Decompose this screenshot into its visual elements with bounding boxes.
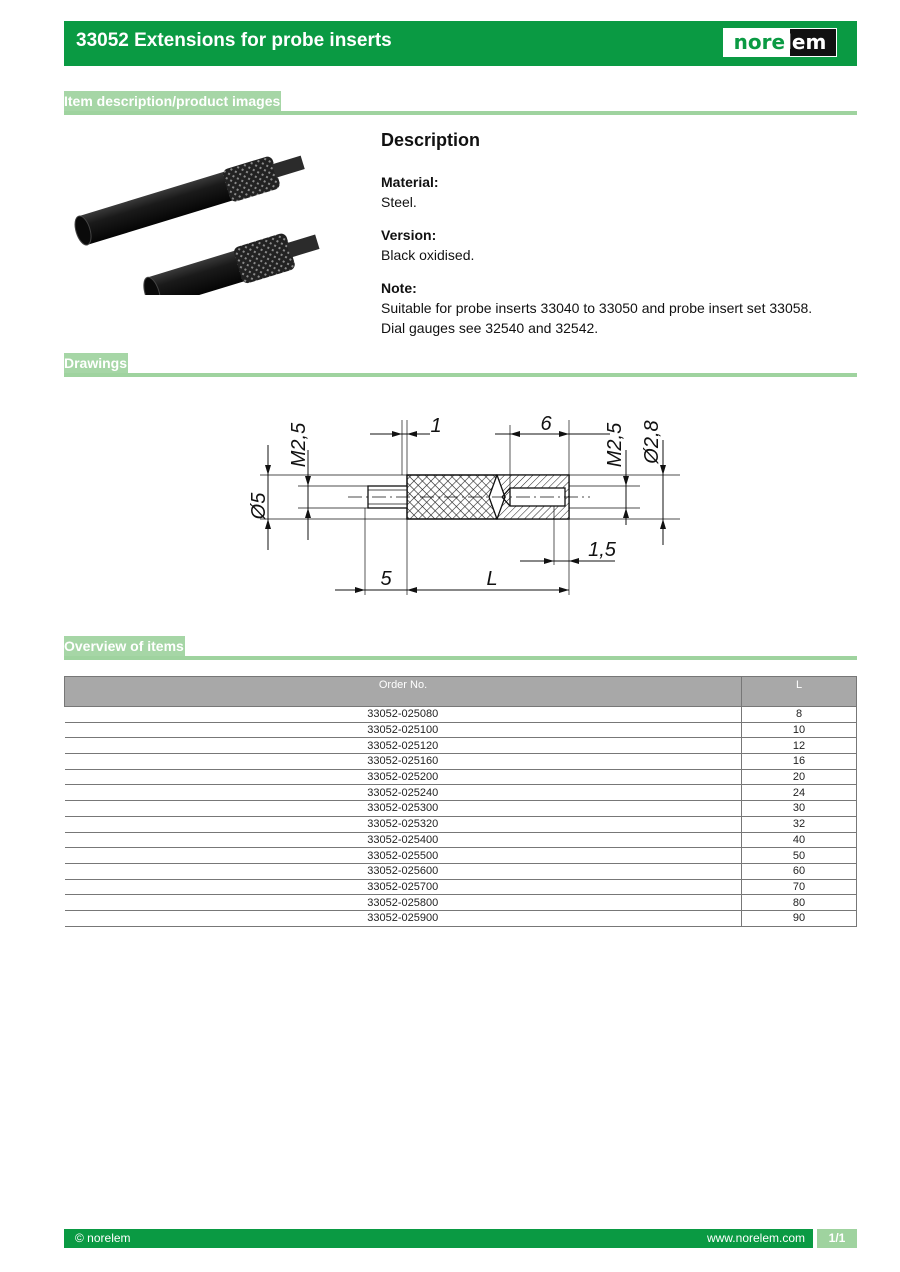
dim-6: 6 <box>540 413 552 435</box>
footer-copyright: © norelem <box>75 1231 131 1245</box>
product-image <box>64 123 327 295</box>
table-row <box>65 879 857 895</box>
table-row <box>65 801 857 817</box>
order-no-cell: 33052-025400 <box>65 832 742 848</box>
footer-bar <box>64 1229 857 1248</box>
table-row <box>65 707 857 723</box>
material-value: Steel. <box>381 194 417 210</box>
dim-L: L <box>486 568 498 590</box>
description-title: Description <box>381 130 481 150</box>
table-row <box>65 769 857 785</box>
table-row <box>65 848 857 864</box>
order-no-cell: 33052-025160 <box>65 754 742 770</box>
table-row <box>65 738 857 754</box>
length-cell: 40 <box>742 832 857 848</box>
column-header-l: L <box>742 677 857 707</box>
items-table <box>64 676 857 927</box>
table-row <box>65 910 857 926</box>
order-no-cell: 33052-025100 <box>65 722 742 738</box>
column-header-order-no: Order No. <box>65 677 742 707</box>
dim-d5: Ø5 <box>248 492 270 520</box>
table-body <box>65 707 857 927</box>
table-row <box>65 895 857 911</box>
table-row <box>65 832 857 848</box>
dim-1: 1 <box>430 415 442 437</box>
length-cell: 30 <box>742 801 857 817</box>
section-item-description <box>64 91 857 115</box>
length-cell: 16 <box>742 754 857 770</box>
version-label: Version: <box>381 227 437 243</box>
order-no-cell: 33052-025800 <box>65 895 742 911</box>
order-no-cell: 33052-025500 <box>65 848 742 864</box>
length-cell: 70 <box>742 879 857 895</box>
note-line-1: Suitable for probe inserts 33040 to 33050 and probe insert set 33058. <box>381 300 813 316</box>
table-row <box>65 816 857 832</box>
section-label: Item description/product images <box>64 93 281 109</box>
logo-text: norelem <box>733 30 827 54</box>
technical-drawing <box>240 400 690 610</box>
length-cell: 12 <box>742 738 857 754</box>
length-cell: 50 <box>742 848 857 864</box>
page-number: 1/1 <box>817 1229 857 1248</box>
table-header-row <box>65 677 857 707</box>
table-row <box>65 722 857 738</box>
version-value: Black oxidised. <box>381 247 475 263</box>
length-cell: 90 <box>742 910 857 926</box>
section-label: Drawings <box>64 355 128 371</box>
length-cell: 20 <box>742 769 857 785</box>
description-block <box>381 128 851 351</box>
length-cell: 24 <box>742 785 857 801</box>
norelem-logo <box>723 28 837 57</box>
section-label: Overview of items <box>64 638 184 654</box>
order-no-cell: 33052-025120 <box>65 738 742 754</box>
dim-1-5: 1,5 <box>588 539 616 561</box>
footer-url[interactable]: www.norelem.com <box>706 1231 805 1245</box>
length-cell: 8 <box>742 707 857 723</box>
table-row <box>65 863 857 879</box>
table-row <box>65 785 857 801</box>
length-cell: 32 <box>742 816 857 832</box>
section-overview <box>64 636 857 660</box>
page-title: 33052 Extensions for probe inserts <box>76 30 392 51</box>
order-no-cell: 33052-025900 <box>65 910 742 926</box>
header-bar <box>64 21 857 66</box>
material-label: Material: <box>381 174 439 190</box>
dim-5: 5 <box>380 568 392 590</box>
order-no-cell: 33052-025320 <box>65 816 742 832</box>
note-label: Note: <box>381 280 417 296</box>
order-no-cell: 33052-025200 <box>65 769 742 785</box>
table-row <box>65 754 857 770</box>
section-drawings <box>64 353 857 377</box>
dim-d28: Ø2,8 <box>641 420 663 464</box>
order-no-cell: 33052-025600 <box>65 863 742 879</box>
order-no-cell: 33052-025700 <box>65 879 742 895</box>
dim-m25-left: M2,5 <box>288 422 310 468</box>
order-no-cell: 33052-025080 <box>65 707 742 723</box>
length-cell: 80 <box>742 895 857 911</box>
length-cell: 60 <box>742 863 857 879</box>
length-cell: 10 <box>742 722 857 738</box>
note-line-2: Dial gauges see 32540 and 32542. <box>381 320 599 336</box>
dim-m25-right: M2,5 <box>604 422 626 468</box>
order-no-cell: 33052-025240 <box>65 785 742 801</box>
order-no-cell: 33052-025300 <box>65 801 742 817</box>
